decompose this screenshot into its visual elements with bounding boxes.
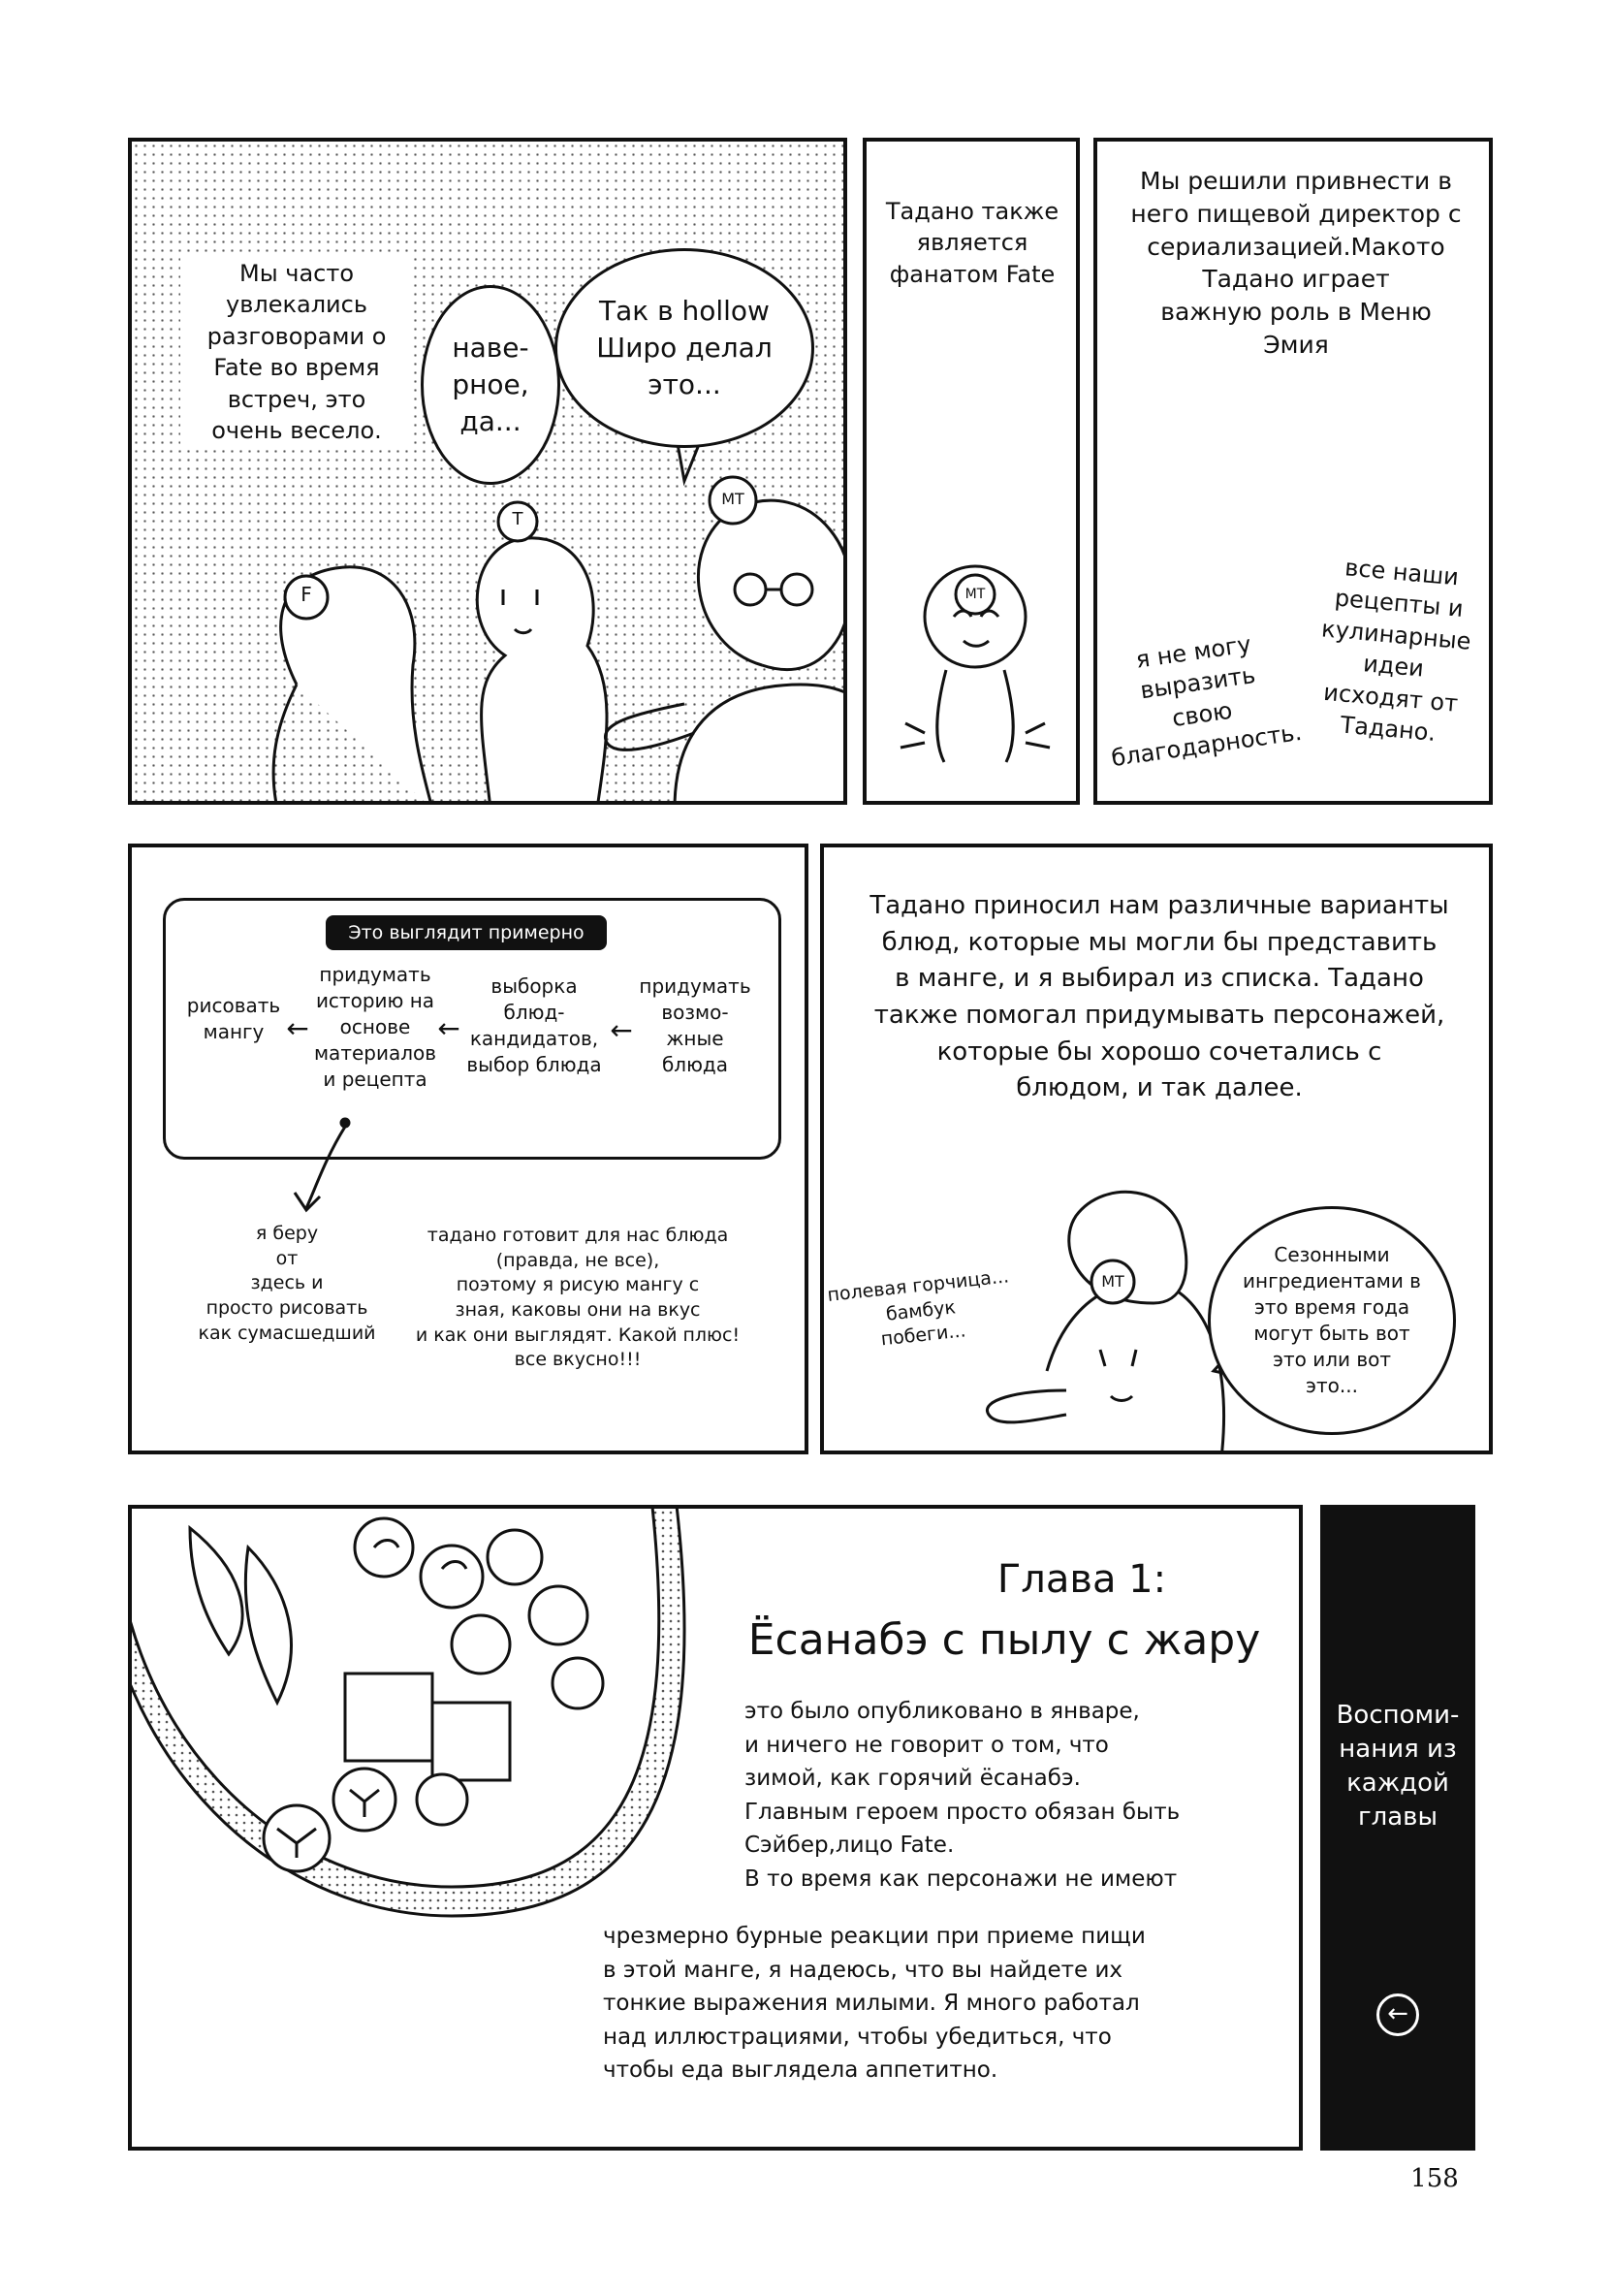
- step-ideas: придумать возмо- жные блюда: [639, 974, 751, 1076]
- note-artist: я беру от здесь и просто рисовать как сумасшедший: [198, 1223, 376, 1344]
- step-arrow-3: ←: [610, 1014, 633, 1046]
- speech-bubble-seasonal-text: Сезонными ингредиентами в это время года могут быть вот это или вот это...: [1243, 1243, 1421, 1397]
- chapter-description-2: чрезмерно бурные реакции при приеме пищи в этой манге, я надеюсь, что вы найдете их тонкие выражения милыми. Я много работал над иллюстрациями, чтобы убедиться, что чтобы еда выглядела аппетитно.: [603, 1924, 1146, 2083]
- speech-bubble-mt-text: Так в hollow Широ делал это...: [596, 295, 773, 400]
- step-draw-manga: рисовать мангу: [186, 994, 281, 1043]
- panel-gratitude: [1093, 138, 1493, 805]
- chapter-memories-sidebar: [1320, 1505, 1475, 2151]
- panel-chapter-1: [128, 1505, 1303, 2151]
- gratitude-caption: я не могу выразить свою благодарность.: [1109, 630, 1304, 773]
- step-arrow-1: ←: [286, 1012, 309, 1044]
- sidebar-label: Воспоми- нания из каждой главы: [1336, 1701, 1460, 1833]
- ingredients-caption: Тадано приносил нам различные варианты блюд, которые мы могли бы представить в манге, и я выбирал из списка. Тадано также помогал придумывать персонажей, которые бы хорошо сочетались с блюдом, и так далее.: [869, 891, 1449, 1103]
- panel-tadano-fan: [863, 138, 1080, 805]
- page-number: 158: [1410, 2164, 1459, 2193]
- chapter-title: Ёсанабэ с пылу с жару: [747, 1615, 1261, 1665]
- panel-workflow: [128, 844, 808, 1454]
- panel-meeting: [128, 138, 847, 805]
- step-arrow-2: ←: [437, 1012, 460, 1044]
- speech-bubble-seasonal: [1208, 1206, 1456, 1435]
- workflow-title: Это выглядит примерно: [326, 915, 607, 950]
- step-story: придумать историю на основе материалов и рецепта: [313, 963, 437, 1091]
- recipes-caption: все наши рецепты и кулинарные идеи исходят от Тадано.: [1320, 554, 1472, 747]
- badge-f: F: [300, 583, 312, 606]
- note-tadano-cooks: тадано готовит для нас блюда (правда, не все), поэтому я рисую мангу с зная, каковы они на вкус и как они выглядят. Какой плюс! все вкусно!!!: [415, 1225, 741, 1371]
- badge-mt: MT: [721, 490, 744, 508]
- panel-ingredients: [820, 844, 1493, 1454]
- chapter-description-1: это было опубликовано в январе, и ничего не говорит о том, что зимой, как горячий ёсанабэ. Главным героем просто обязан быть Сэйбер,лицо Fate. В то время как персонажи не имеют: [744, 1699, 1181, 1892]
- badge-mt: MT: [1101, 1272, 1124, 1291]
- badge-mt: MT: [964, 587, 986, 602]
- speech-bubble-mt: [554, 248, 814, 448]
- speech-bubble-t-text: наве- рное, да...: [452, 332, 529, 437]
- meeting-caption: Мы часто увлекались разговорами о Fate во время встреч, это очень весело.: [180, 258, 413, 446]
- chapter-number: Глава 1:: [996, 1557, 1167, 1602]
- step-selection: выборка блюд- кандидатов, выбор блюда: [466, 974, 602, 1076]
- ingredients-list-text: полевая горчица... бамбук побеги...: [826, 1265, 1010, 1351]
- director-caption: Мы решили привнести в него пищевой директор с сериализацией.Макото Тадано играет важную роль в Меню Эмия: [1130, 167, 1462, 359]
- badge-t: T: [512, 509, 523, 529]
- speech-bubble-t: [421, 285, 560, 485]
- arrow-left-circle-icon[interactable]: ←: [1376, 1993, 1419, 2036]
- tadano-fan-caption: Тадано также является фанатом Fate: [885, 198, 1059, 288]
